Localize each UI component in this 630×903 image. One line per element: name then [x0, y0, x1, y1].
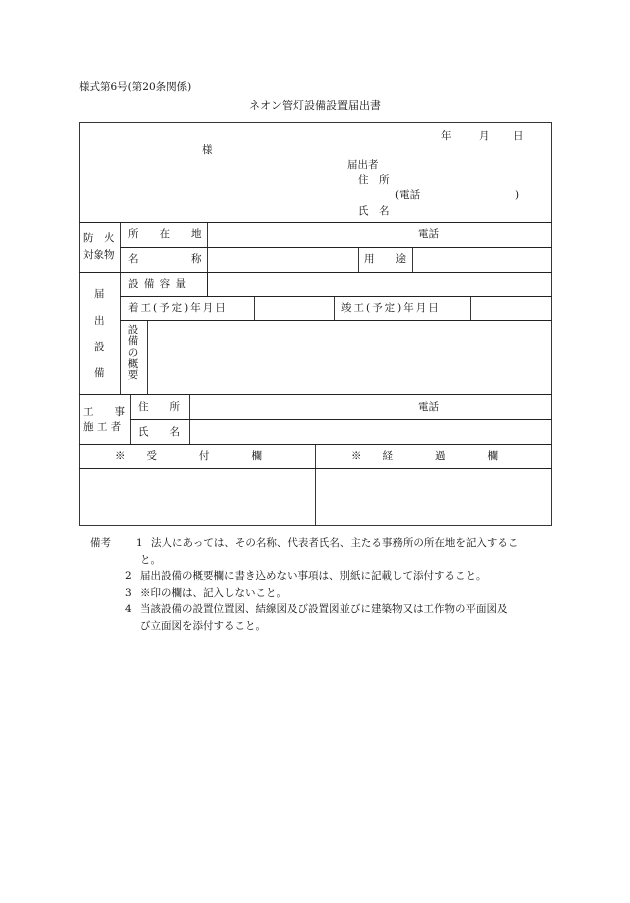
addressee-suffix: 様 — [202, 144, 213, 156]
applicant-phone-label: (電話 — [395, 189, 421, 201]
remarks-number: 1 — [136, 537, 143, 549]
document-title: ネオン管灯設備設置届出書 — [249, 99, 381, 112]
contractor-name-label: 氏 名 — [138, 426, 180, 438]
remarks-number: 3 — [125, 586, 132, 599]
progress-column-label: ※ 経 過 欄 — [351, 450, 498, 462]
equipment-label-char-3: 設 — [94, 341, 105, 353]
remarks-item-continued — [79, 618, 554, 635]
fire-object-label-line1: 防 火 — [83, 232, 115, 244]
applicant-name-label: 氏 名 — [358, 205, 390, 217]
remarks-text: 当該設備の設置位置図、結線図及び設置図並びに建築物又は工作物の平面図及 — [140, 603, 508, 615]
equipment-label-char-1: 届 — [94, 288, 105, 300]
remarks-text: 法人にあっては、その名称、代表者氏名、主たる事務所の所在地を記入するこ — [151, 537, 519, 549]
overview-char: 要 — [127, 369, 139, 382]
remarks-section — [79, 535, 554, 634]
remarks-item — [79, 601, 554, 618]
capacity-label: 設 備 容 量 — [128, 278, 188, 290]
remarks-text: び立面図を添付すること。 — [140, 619, 266, 632]
remarks-heading: 備考 — [90, 537, 111, 549]
contractor-phone-label: 電話 — [418, 401, 439, 413]
overview-label — [127, 325, 139, 382]
overview-char: 概 — [127, 357, 139, 370]
date-year-label: 年 — [441, 130, 452, 142]
form-number: 様式第6号(第20条関係) — [79, 81, 192, 93]
applicant-label: 届出者 — [347, 159, 379, 171]
remarks-text: と。 — [140, 553, 161, 566]
remarks-item — [79, 585, 554, 602]
remarks-number: 2 — [125, 570, 132, 582]
contractor-label-line1: 工 事 — [83, 406, 125, 418]
start-date-label: 着工(予定)年月日 — [128, 302, 228, 314]
remarks-item-continued — [79, 552, 554, 569]
overview-char: 備 — [127, 335, 139, 348]
equipment-label-char-4: 備 — [94, 367, 105, 379]
remarks-item — [79, 535, 554, 552]
object-name-label: 名 称 — [128, 253, 202, 265]
applicant-address-label: 住 所 — [358, 174, 390, 186]
form-grid-lines — [79, 122, 552, 526]
reception-column-label: ※ 受 付 欄 — [115, 450, 262, 462]
date-month-label: 月 — [479, 130, 490, 142]
remarks-text: 届出設備の概要欄に書き込めない事項は、別紙に記載して添付すること。 — [140, 570, 487, 582]
contractor-label-line2: 施 工 者 — [83, 421, 122, 433]
overview-char: の — [127, 346, 139, 359]
use-label: 用 途 — [364, 253, 406, 265]
remarks-item — [79, 568, 554, 585]
remarks-number: 4 — [125, 603, 132, 615]
applicant-phone-close: ) — [515, 189, 520, 201]
date-day-label: 日 — [513, 130, 524, 142]
completion-date-label: 竣工(予定)年月日 — [341, 302, 441, 314]
equipment-label-char-2: 出 — [94, 315, 105, 327]
remarks-text: ※印の欄は、記入しないこと。 — [140, 586, 287, 599]
fire-object-label-line2: 対象物 — [83, 249, 115, 261]
location-label: 所 在 地 — [128, 228, 202, 240]
location-phone-label: 電話 — [418, 228, 439, 240]
application-form — [79, 122, 552, 526]
overview-char: 設 — [127, 324, 139, 336]
contractor-address-label: 住 所 — [138, 401, 180, 413]
